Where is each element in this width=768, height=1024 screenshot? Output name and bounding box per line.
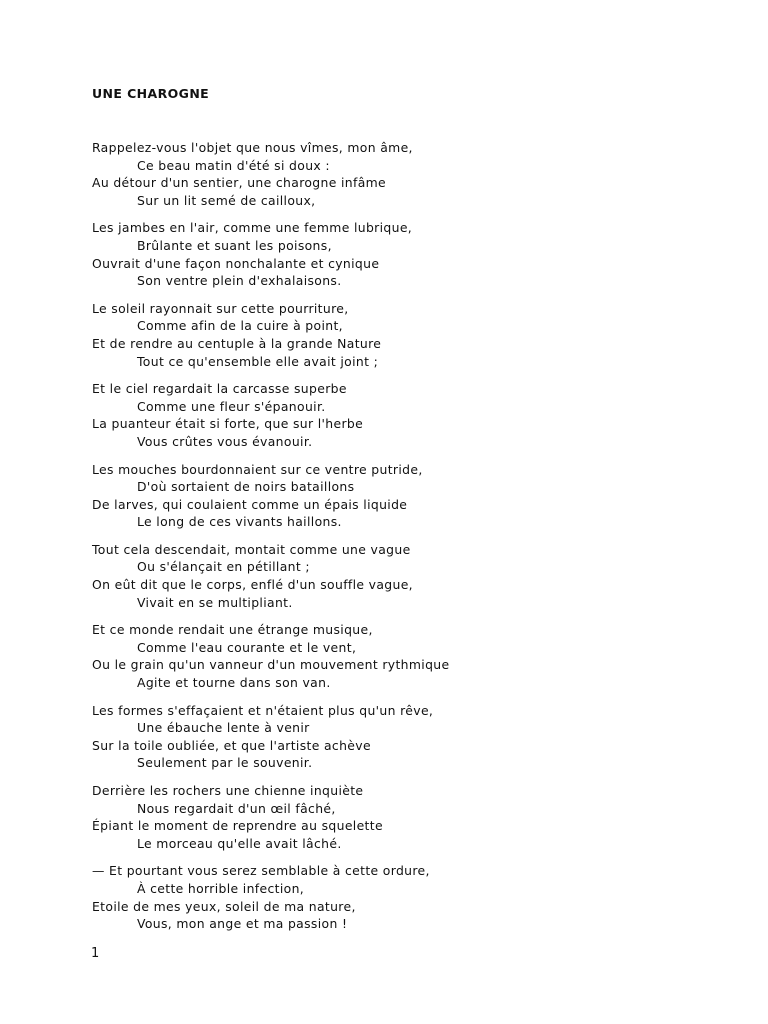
poem-line: — Et pourtant vous serez semblable à cette ordure, (92, 863, 430, 879)
poem-line: Tout ce qu'ensemble elle avait joint ; (137, 353, 379, 369)
stanza (92, 380, 732, 450)
stanza (92, 300, 732, 370)
poem-body (92, 139, 732, 943)
poem-line: D'où sortaient de noirs bataillons (137, 479, 355, 495)
poem-line: Au détour d'un sentier, une charogne infâme (92, 175, 387, 191)
poem-line: Ou le grain qu'un vanneur d'un mouvement rythmique (92, 657, 450, 673)
poem-line: Et de rendre au centuple à la grande Nature (92, 335, 382, 351)
poem-line: Ou s'élançait en pétillant ; (137, 559, 310, 575)
poem-line: Brûlante et suant les poisons, (137, 237, 332, 253)
poem-line: Rappelez-vous l'objet que nous vîmes, mon âme, (92, 140, 413, 155)
poem-title: UNE CHAROGNE (92, 86, 210, 101)
stanza (92, 621, 732, 691)
poem-line: Les jambes en l'air, comme une femme lubrique, (92, 220, 413, 236)
poem-line: Vivait en se multipliant. (137, 594, 293, 610)
poem-line: Vous crûtes vous évanouir. (137, 433, 313, 449)
poem-line: Seulement par le souvenir. (137, 755, 313, 771)
poem-line: On eût dit que le corps, enflé d'un souffle vague, (92, 577, 413, 593)
stanza (92, 862, 732, 932)
poem-line: Ce beau matin d'été si doux : (137, 157, 330, 173)
poem-line: Derrière les rochers une chienne inquiète (92, 783, 364, 798)
poem-line: Son ventre plein d'exhalaisons. (137, 273, 342, 289)
poem-line: Nous regardait d'un œil fâché, (137, 800, 336, 816)
stanza (92, 219, 732, 289)
stanza (92, 461, 732, 531)
stanza (92, 702, 732, 772)
poem-line: Les mouches bourdonnaient sur ce ventre putride, (92, 461, 423, 477)
stanza (92, 139, 732, 209)
stanza (92, 541, 732, 611)
poem-line: Sur la toile oubliée, et que l'artiste achève (92, 737, 371, 753)
poem-line: Vous, mon ange et ma passion ! (137, 916, 348, 932)
poem-line: À cette horrible infection, (137, 880, 305, 896)
poem-line: Comme une fleur s'épanouir. (137, 398, 326, 414)
poem-line: Les formes s'effaçaient et n'étaient plus qu'un rêve, (92, 702, 434, 718)
page-number: 1 (91, 946, 100, 961)
poem-line: Épiant le moment de reprendre au squelette (92, 818, 383, 834)
poem-line: Et le ciel regardait la carcasse superbe (92, 381, 347, 397)
poem-line: Une ébauche lente à venir (137, 720, 310, 736)
poem-line: Sur un lit semé de cailloux, (137, 192, 316, 208)
stanza (92, 782, 732, 852)
poem-line: Agite et tourne dans son van. (137, 675, 331, 691)
poem-line: Tout cela descendait, montait comme une vague (92, 541, 411, 557)
poem-line: De larves, qui coulaient comme un épais liquide (92, 496, 408, 512)
poem-line: Etoile de mes yeux, soleil de ma nature, (92, 898, 356, 914)
poem-line: Le soleil rayonnait sur cette pourriture, (92, 300, 349, 316)
poem-line: Comme afin de la cuire à point, (137, 318, 343, 334)
poem-line: Le morceau qu'elle avait lâché. (137, 835, 342, 851)
poem-line: Comme l'eau courante et le vent, (137, 639, 357, 655)
poem-line: La puanteur était si forte, que sur l'herbe (92, 416, 364, 432)
poem-line: Le long de ces vivants haillons. (137, 514, 342, 530)
poem-line: Ouvrait d'une façon nonchalante et cynique (92, 255, 380, 271)
poem-line: Et ce monde rendait une étrange musique, (92, 622, 373, 638)
